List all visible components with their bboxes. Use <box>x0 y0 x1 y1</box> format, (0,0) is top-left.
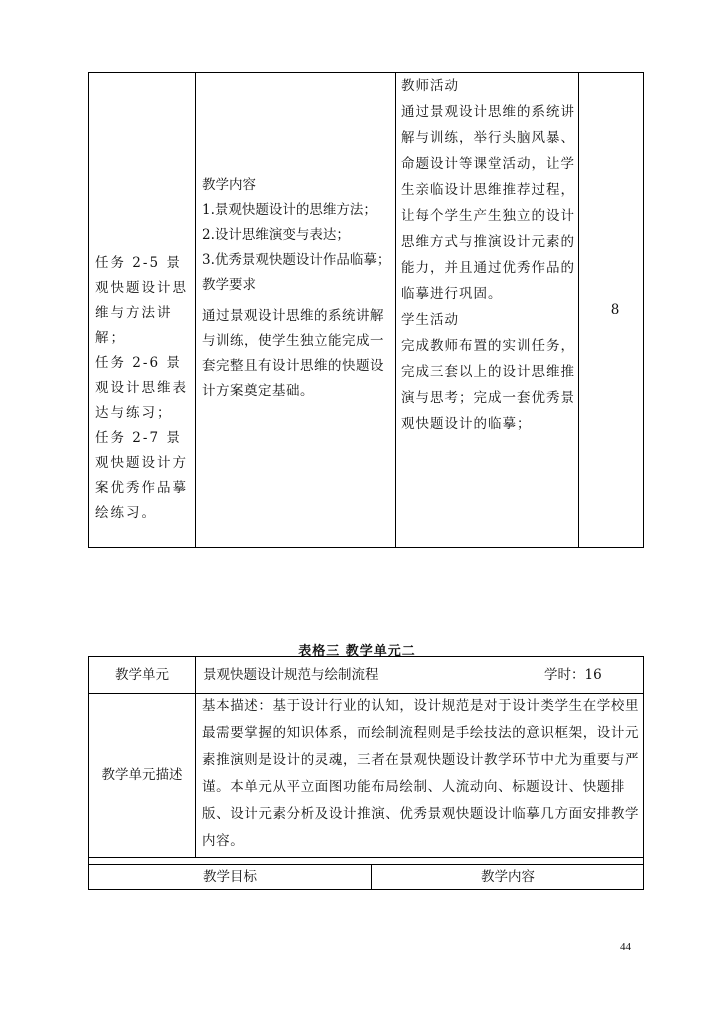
content-item: 2.设计思维演变与表达； <box>202 227 350 243</box>
task-item: 任务 2-5 景观快题设计思维与方法讲解； <box>95 255 188 346</box>
hours-cell: 8 <box>610 302 620 318</box>
content-item: 3.优秀景观快题设计作品临摹； <box>202 252 391 268</box>
description-text: 基本描述：基于设计行业的认知，设计规范是对于设计类学生在学校里最需要掌握的知识体系，而绘制流程则是手绘技法的意识框架，设计元素推演则是设计的灵魂，三者在景观快题设计教学环节中尤为重要与严谨。本单元从平立面图功能布局绘制、人流动向、标题设计、快题排版、设计元素分析及设计推演、优秀景观快题设计临摹几方面安排教学内容。 <box>202 698 640 849</box>
requirement-text: 通过景观设计思维的系统讲解与训练，使学生独立能完成一套完整且有设计思维的快题设计方案奠定基础。 <box>202 308 384 399</box>
table-divider <box>195 657 196 857</box>
content-item: 1.景观快题设计的思维方法； <box>202 202 377 218</box>
unit-table <box>88 656 644 890</box>
description-label: 教学单元描述 <box>101 767 183 783</box>
task-item: 任务 2-7 景观快题设计方案优秀作品摹绘练习。 <box>95 430 188 521</box>
teaching-content-cell <box>202 173 392 404</box>
page-number: 44 <box>620 941 631 953</box>
content-header: 教学内容 <box>481 869 535 885</box>
goal-header: 教学目标 <box>203 869 257 885</box>
requirement-heading: 教学要求 <box>202 277 256 293</box>
student-activity-text: 完成教师布置的实训任务，完成三套以上的设计思维推演与思考；完成一套优秀景观快题设计的临摹； <box>401 338 575 432</box>
teacher-activity-text: 通过景观设计思维的系统讲解与训练，举行头脑风暴、命题设计等课堂活动，让学生亲临设计思维推荐过程，让每个学生产生独立的设计思维方式与推演设计元素的能力，并且通过优秀作品的临摹进行巩固。 <box>401 104 575 302</box>
content-heading: 教学内容 <box>202 177 256 193</box>
table-caption: 表格三 教学单元二 <box>298 644 416 659</box>
activities-cell <box>401 73 579 437</box>
unit-hours: 学时：16 <box>544 667 602 683</box>
student-activity-heading: 学生活动 <box>401 312 459 328</box>
course-table-continued <box>88 72 644 548</box>
unit-label: 教学单元 <box>115 667 169 683</box>
table-divider <box>89 857 643 858</box>
table-divider <box>395 73 396 547</box>
task-item: 任务 2-6 景观设计思维表达与练习； <box>95 355 188 421</box>
teacher-activity-heading: 教师活动 <box>401 78 459 94</box>
task-list-cell <box>95 251 195 526</box>
unit-title: 景观快题设计规范与绘制流程 <box>203 667 379 683</box>
table-divider <box>195 73 196 547</box>
